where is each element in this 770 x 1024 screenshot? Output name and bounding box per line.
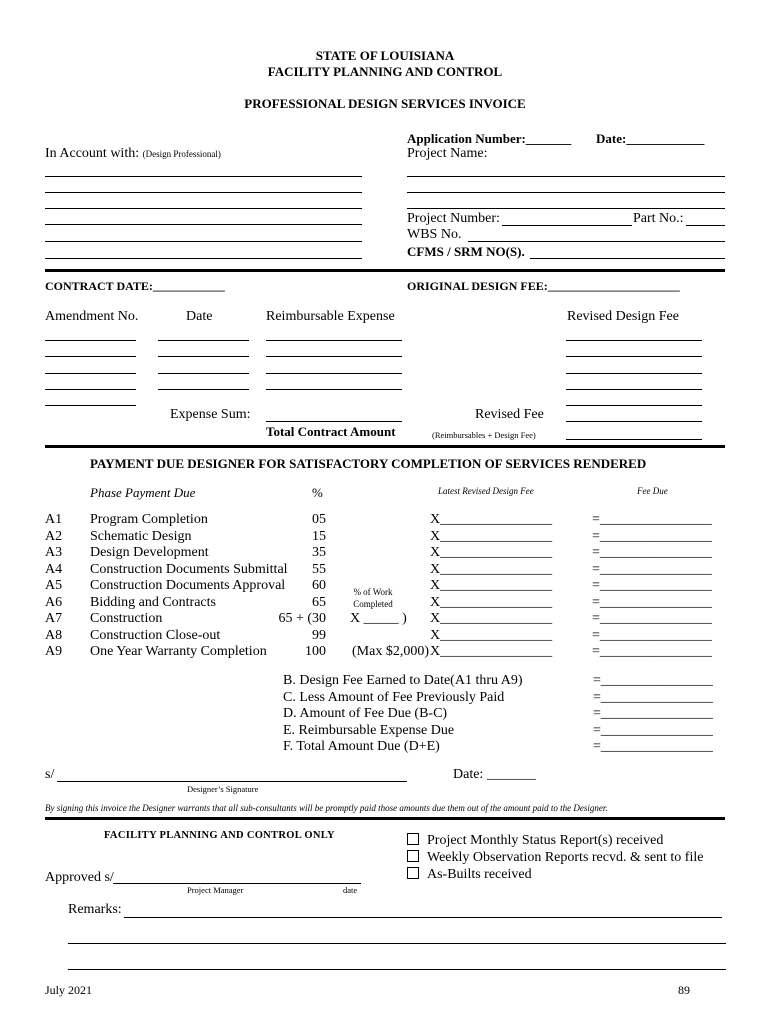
check-item[interactable]: [407, 833, 663, 849]
original-design-fee[interactable]: ORIGINAL DESIGN FEE:______________________: [407, 279, 680, 293]
account-line-3[interactable]: [45, 208, 362, 209]
cfms-label: CFMS / SRM NO(S).: [407, 244, 525, 259]
remarks-line-3[interactable]: [68, 969, 726, 970]
phase-extra[interactable]: X _____ ): [350, 611, 407, 626]
summary-label: F. Total Amount Due (D+E): [283, 739, 440, 754]
amendment-line-r1-c4[interactable]: [566, 340, 702, 341]
summary-field[interactable]: =________________: [593, 689, 713, 705]
project-name-line-2[interactable]: [407, 192, 725, 193]
phase-pct: 35: [312, 545, 326, 560]
col-phase: Phase Payment Due: [90, 485, 196, 500]
amendment-line-r3-c1[interactable]: [45, 373, 136, 374]
phase-code: A9: [45, 644, 63, 659]
phase-name: Design Development: [90, 545, 209, 560]
phase-pct: 55: [312, 561, 326, 577]
account-line-2[interactable]: [45, 192, 362, 193]
phase-name: Bidding and Contracts: [90, 594, 216, 610]
col-latest-fee: Latest Revised Design Fee: [438, 486, 534, 496]
summary-label: D. Amount of Fee Due (B-C): [283, 706, 448, 721]
phase-code: A1: [45, 512, 63, 527]
remarks-line-1[interactable]: [124, 917, 722, 918]
phase-latest-fee-field[interactable]: X________________: [430, 512, 553, 527]
summary-field[interactable]: =________________: [593, 739, 713, 754]
account-label: [45, 146, 221, 162]
phase-pct: 65 + (30: [278, 611, 326, 626]
header-line-1: STATE OF LOUISIANA: [315, 48, 455, 63]
remarks-line-2[interactable]: [68, 943, 726, 944]
amendment-line-r1-c3[interactable]: [266, 340, 402, 341]
account-sub: (Design Professional): [142, 149, 221, 159]
phase-fee-due-field[interactable]: =________________: [592, 545, 712, 560]
summary-label: C. Less Amount of Fee Previously Paid: [283, 689, 505, 705]
expense-sum-label: Expense Sum:: [170, 407, 251, 422]
checkbox-icon[interactable]: [407, 867, 419, 879]
total-contract-label: Total Contract Amount: [266, 424, 396, 439]
phase-fee-due-field[interactable]: =________________: [592, 528, 712, 544]
phase-pct: 15: [312, 528, 326, 544]
phase-latest-fee-field[interactable]: X________________: [430, 561, 553, 577]
amendment-line-r4-c2[interactable]: [158, 389, 249, 390]
phase-fee-due-field[interactable]: =________________: [592, 644, 712, 659]
col-date: Date: [186, 309, 213, 324]
phase-fee-due-field[interactable]: =________________: [592, 512, 712, 527]
phase-pct: 99: [312, 627, 326, 643]
form-title: PROFESSIONAL DESIGN SERVICES INVOICE: [244, 96, 526, 111]
phase-code: A6: [45, 594, 63, 610]
phase-name: Construction: [90, 611, 163, 626]
approved-date-label: date: [343, 885, 358, 895]
phase-name: Program Completion: [90, 512, 208, 527]
col-revised-fee: Revised Design Fee: [567, 309, 679, 324]
amendment-line-r3-c2[interactable]: [158, 373, 249, 374]
signature-field[interactable]: [57, 781, 407, 782]
summary-label: B. Design Fee Earned to Date(A1 thru A9): [283, 673, 523, 688]
phase-code: A2: [45, 528, 63, 544]
phase-latest-fee-field[interactable]: X________________: [430, 594, 553, 610]
amendment-line-r4-c1[interactable]: [45, 389, 136, 390]
amendment-line-r2-c2[interactable]: [158, 356, 249, 357]
page-number: 89: [678, 983, 690, 997]
divider-3: [45, 817, 725, 820]
check-label: Project Monthly Status Report(s) received: [427, 833, 664, 848]
application-date[interactable]: Date:____________: [596, 131, 705, 146]
signature-s: s/: [45, 767, 55, 782]
amendment-line-r1-c1[interactable]: [45, 340, 136, 341]
total-contract-field[interactable]: [566, 439, 702, 440]
total-contract-note: (Reimbursables + Design Fee): [432, 430, 536, 440]
check-label: As-Builts received: [427, 867, 532, 882]
account-line-6[interactable]: [45, 258, 362, 259]
contract-date[interactable]: CONTRACT DATE:____________: [45, 279, 225, 293]
phase-fee-due-field[interactable]: =________________: [592, 561, 712, 577]
work-note-2: Completed: [353, 599, 393, 609]
phase-latest-fee-field[interactable]: X________________: [430, 644, 553, 659]
signature-date[interactable]: Date: _______: [453, 767, 536, 782]
phase-name: One Year Warranty Completion: [90, 644, 267, 659]
warrant-text: By signing this invoice the Designer warrants that all sub-consultants will be promptly paid those amounts due them out of the amount paid to the Designer.: [45, 803, 608, 813]
phase-latest-fee-field[interactable]: X________________: [430, 545, 553, 560]
amendment-line-r4-c3[interactable]: [266, 389, 402, 390]
phase-latest-fee-field[interactable]: X________________: [430, 627, 553, 643]
checkbox-icon[interactable]: [407, 833, 419, 845]
check-item[interactable]: [407, 867, 532, 883]
amendment-line-r2-c1[interactable]: [45, 356, 136, 357]
project-name-line-3[interactable]: [407, 208, 725, 209]
header-line-2: FACILITY PLANNING AND CONTROL: [267, 64, 503, 79]
revised-fee-field[interactable]: [566, 421, 702, 422]
phase-pct: 60: [312, 578, 326, 593]
cfms-field[interactable]: [530, 258, 725, 259]
account-line-5[interactable]: [45, 241, 362, 242]
summary-field[interactable]: =________________: [593, 673, 713, 688]
amendment-line-r5-c1[interactable]: [45, 405, 136, 406]
phase-code: A8: [45, 627, 63, 643]
wbs-label: WBS No.: [407, 227, 462, 242]
account-label-text: In Account with:: [45, 146, 140, 161]
amendment-line-r3-c3[interactable]: [266, 373, 402, 374]
amendment-line-r2-c3[interactable]: [266, 356, 402, 357]
remarks-label: Remarks:: [68, 902, 122, 917]
phase-code: A7: [45, 611, 63, 626]
revised-fee-label: Revised Fee: [475, 407, 544, 422]
project-manager-label: Project Manager: [187, 885, 244, 895]
divider-2: [45, 445, 725, 448]
summary-field[interactable]: =________________: [593, 706, 713, 721]
project-number-label: Project Number:: [407, 211, 500, 226]
check-label: Weekly Observation Reports recvd. & sent to file: [427, 850, 704, 865]
phase-name: Construction Documents Submittal: [90, 561, 288, 577]
part-no-field[interactable]: [686, 225, 725, 226]
phase-code: A4: [45, 561, 63, 577]
account-line-4[interactable]: [45, 224, 362, 225]
col-fee-due: Fee Due: [637, 486, 668, 496]
phase-name: Construction Documents Approval: [90, 578, 286, 593]
application-number[interactable]: Application Number:_______: [407, 131, 572, 146]
phase-code: A3: [45, 545, 63, 560]
divider-1: [45, 269, 725, 272]
phase-pct: 65: [312, 594, 326, 610]
phase-fee-due-field[interactable]: =________________: [592, 627, 712, 643]
phase-name: Construction Close-out: [90, 627, 221, 643]
account-line-1[interactable]: [45, 176, 362, 177]
part-no-label: Part No.:: [633, 211, 684, 226]
approved-label: Approved s/: [45, 870, 114, 885]
col-reimbursable: Reimbursable Expense: [266, 309, 395, 324]
work-note-1: % of Work: [353, 587, 393, 597]
phase-pct: 100: [305, 644, 326, 659]
col-amendment: Amendment No.: [45, 309, 139, 324]
signature-label: Designer’s Signature: [187, 784, 259, 794]
phase-fee-due-field[interactable]: =________________: [592, 611, 712, 626]
phase-fee-due-field[interactable]: =________________: [592, 594, 712, 610]
col-pct: %: [312, 485, 323, 500]
phase-code: A5: [45, 578, 63, 593]
project-name-line-1[interactable]: [407, 176, 725, 177]
approved-field[interactable]: [113, 883, 361, 884]
wbs-field[interactable]: [468, 241, 725, 242]
fpc-title: FACILITY PLANNING AND CONTROL ONLY: [104, 830, 335, 841]
amendment-line-r4-c4[interactable]: [566, 389, 702, 390]
payment-title: PAYMENT DUE DESIGNER FOR SATISFACTORY COMPLETION OF SERVICES RENDERED: [90, 456, 647, 471]
phase-latest-fee-field[interactable]: X________________: [430, 528, 553, 544]
amendment-line-r3-c4[interactable]: [566, 373, 702, 374]
check-item[interactable]: [407, 850, 703, 866]
phase-latest-fee-field[interactable]: X________________: [430, 611, 553, 626]
phase-fee-due-field[interactable]: =________________: [592, 578, 712, 593]
project-name-label: Project Name:: [407, 146, 488, 161]
project-number-field[interactable]: [502, 225, 632, 226]
amendment-line-r2-c4[interactable]: [566, 356, 702, 357]
expense-sum-field[interactable]: [266, 421, 402, 422]
summary-field[interactable]: =________________: [593, 722, 713, 738]
amendment-line-r5-c4[interactable]: [566, 405, 702, 406]
phase-name: Schematic Design: [90, 528, 192, 544]
phase-extra: (Max $2,000): [352, 644, 429, 659]
phase-latest-fee-field[interactable]: X________________: [430, 578, 553, 593]
checkbox-icon[interactable]: [407, 850, 419, 862]
footer-date: July 2021: [45, 983, 93, 997]
summary-label: E. Reimbursable Expense Due: [283, 722, 455, 738]
phase-pct: 05: [312, 512, 326, 527]
amendment-line-r1-c2[interactable]: [158, 340, 249, 341]
